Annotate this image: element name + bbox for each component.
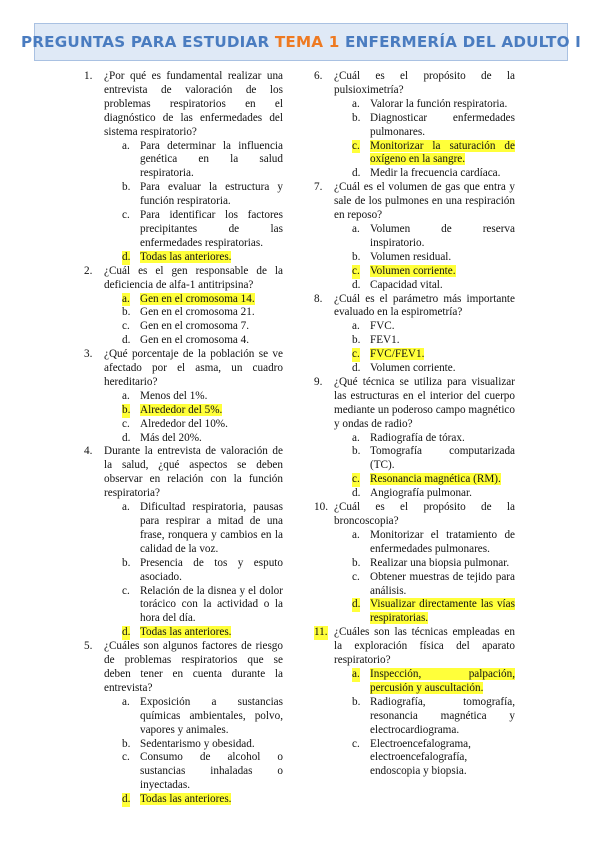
answer-option [352, 362, 515, 376]
option-text: Resonancia magnética (RM). [370, 473, 501, 486]
question-item [84, 445, 283, 640]
option-text: Radiografía, tomografía, resonancia magnética y electrocardiograma. [370, 695, 515, 736]
option-letter: b. [122, 737, 131, 750]
option-letter: c. [122, 751, 130, 764]
answer-options [334, 529, 515, 626]
answer-options [334, 320, 515, 376]
option-text: Alrededor del 5%. [140, 403, 223, 416]
option-letter: d. [122, 626, 131, 639]
option-text: Sedentarismo y obesidad. [140, 737, 255, 750]
option-text: Dificultad respiratoria, pausas para respirar a mitad de una frase, ronquera y cambios en la calidad de la voz. [140, 501, 283, 555]
question-number: 10. [314, 501, 328, 514]
option-letter: a. [352, 222, 360, 235]
option-text: Exposición a sustancias químicas ambientales, polvo, vapores y animales. [140, 695, 283, 736]
option-letter: a. [122, 695, 130, 708]
answer-options [104, 140, 283, 265]
option-letter: c. [122, 320, 130, 333]
answer-option [122, 432, 283, 446]
option-letter: b. [352, 695, 361, 708]
question-text: ¿Qué técnica se utiliza para visualizar las estructuras en el interior del cuerpo mediante un poderoso campo magnético y ondas de radio? [334, 375, 515, 430]
question-number: 5. [84, 640, 93, 653]
question-item [314, 376, 515, 501]
option-letter: d. [352, 278, 361, 291]
option-letter: a. [352, 97, 360, 110]
option-text: Consumo de alcohol o sustancias inhaladas o inyectadas. [140, 751, 283, 792]
option-text: Gen en el cromosoma 7. [140, 320, 250, 333]
answer-option [352, 432, 515, 446]
option-letter: c. [352, 737, 360, 750]
answer-option [352, 167, 515, 181]
option-text: Valorar la función respiratoria. [370, 97, 508, 110]
answer-options [334, 98, 515, 181]
question-number: 8. [314, 292, 323, 305]
option-text: Diagnosticar enfermedades pulmonares. [370, 111, 515, 138]
option-letter: b. [122, 181, 131, 194]
option-letter: c. [122, 584, 130, 597]
question-text: Durante la entrevista de valoración de la salud, ¿qué aspectos se deben observar en relación con la función respiratoria? [104, 445, 283, 500]
title-accent: TEMA 1 [274, 33, 340, 51]
option-letter: c. [352, 264, 360, 277]
question-text: ¿Cuál es el propósito de la pulsioximetría? [334, 70, 515, 96]
option-letter: c. [122, 209, 130, 222]
option-letter: a. [122, 501, 130, 514]
option-text: Todas las anteriores. [140, 626, 232, 639]
answer-option [122, 334, 283, 348]
question-number: 3. [84, 348, 93, 361]
answer-options [104, 293, 283, 349]
answer-option [352, 223, 515, 251]
answer-option [122, 209, 283, 251]
answer-option [122, 306, 283, 320]
question-text: ¿Cuáles son las técnicas empleadas en la exploración física del aparato respiratorio? [334, 626, 515, 667]
option-letter: d. [352, 598, 361, 611]
question-item [84, 640, 283, 807]
answer-option-correct [122, 404, 283, 418]
answer-option [352, 112, 515, 140]
answer-option [122, 418, 283, 432]
option-letter: a. [352, 667, 360, 680]
question-text: ¿Cuál es el parámetro más importante evaluado en la espirometría? [334, 292, 515, 319]
option-text: Presencia de tos y esputo asociado. [140, 556, 283, 583]
answer-option [352, 529, 515, 557]
option-letter: a. [352, 528, 360, 541]
question-number: 9. [314, 375, 323, 388]
answer-option [352, 251, 515, 265]
option-letter: a. [352, 320, 360, 333]
answer-option-correct [352, 668, 515, 696]
answer-option [122, 751, 283, 793]
question-item [314, 501, 515, 626]
option-letter: d. [122, 793, 131, 806]
question-text: ¿Cuáles son algunos factores de riesgo de problemas respiratorios que se deben tener en cuenta durante la entrevista? [104, 640, 283, 694]
option-text: Electroencefalograma, electroencefalografía, endoscopia y biopsia. [370, 737, 471, 778]
answer-option [352, 320, 515, 334]
option-text: Angiografía pulmonar. [370, 487, 472, 500]
option-text: Gen en el cromosoma 21. [140, 306, 255, 319]
answer-option [352, 738, 515, 780]
option-text: Todas las anteriores. [140, 793, 232, 806]
answer-options [104, 390, 283, 446]
left-column [84, 70, 283, 807]
option-text: FEV1. [370, 334, 400, 347]
answer-option [122, 696, 283, 738]
option-text: Para identificar los factores precipitantes de las enfermedades respiratorias. [140, 209, 283, 249]
answer-options [104, 501, 283, 640]
option-letter: b. [122, 403, 131, 416]
question-item [84, 265, 283, 348]
question-text: ¿Qué porcentaje de la población se ve afectado por el asma, un cuadro hereditario? [104, 348, 283, 388]
right-column [314, 70, 515, 779]
option-letter: a. [122, 139, 130, 152]
answer-option-correct [352, 473, 515, 487]
option-letter: a. [352, 431, 360, 444]
question-number: 7. [314, 181, 323, 194]
option-text: FVC. [370, 320, 395, 333]
option-letter: c. [352, 139, 360, 152]
option-letter: a. [122, 292, 130, 305]
option-text: Volumen residual. [370, 250, 452, 263]
option-letter: d. [352, 362, 361, 375]
option-text: Tomografía computarizada (TC). [370, 445, 515, 472]
option-text: Volumen corriente. [370, 362, 456, 375]
title-banner [20, 23, 582, 61]
answer-options [334, 668, 515, 779]
option-text: Volumen corriente. [370, 264, 456, 277]
option-letter: d. [352, 167, 361, 180]
option-text: Todas las anteriores. [140, 250, 232, 263]
option-text: FVC/FEV1. [370, 348, 425, 361]
answer-option [352, 557, 515, 571]
question-number: 4. [84, 445, 93, 458]
answer-option [122, 557, 283, 585]
option-letter: b. [352, 250, 361, 263]
question-item [314, 626, 515, 779]
option-letter: c. [352, 570, 360, 583]
option-letter: b. [122, 306, 131, 319]
answer-option [352, 571, 515, 599]
option-text: Para evaluar la estructura y función respiratoria. [140, 181, 283, 208]
question-text: ¿Por qué es fundamental realizar una entrevista de valoración de los problemas respiratorios en el diagnóstico de las enfermedades del sistema respiratorio? [104, 70, 283, 138]
question-item [314, 70, 515, 181]
option-text: Medir la frecuencia cardíaca. [370, 167, 501, 180]
option-letter: b. [352, 334, 361, 347]
answer-option [352, 334, 515, 348]
option-letter: d. [122, 431, 131, 444]
option-text: Obtener muestras de tejido para análisis. [370, 570, 515, 597]
answer-option-correct [352, 598, 515, 626]
answer-options [334, 223, 515, 293]
answer-option [352, 279, 515, 293]
option-letter: c. [352, 473, 360, 486]
option-text: Realizar una biopsia pulmonar. [370, 556, 510, 569]
option-text: Para determinar la influencia genética en la salud respiratoria. [140, 139, 283, 180]
option-text: Monitorizar el tratamiento de enfermedades pulmonares. [370, 528, 515, 555]
question-number: 2. [84, 264, 93, 277]
option-text: Menos del 1%. [140, 389, 208, 402]
answer-option [352, 98, 515, 112]
option-letter: c. [352, 348, 360, 361]
option-letter: b. [122, 556, 131, 569]
option-letter: b. [352, 445, 361, 458]
option-text: Volumen de reserva inspiratorio. [370, 222, 515, 249]
question-item [84, 70, 283, 265]
question-text: ¿Cuál es el propósito de la broncoscopia? [334, 501, 515, 527]
page-title [21, 33, 581, 51]
question-item [314, 293, 515, 376]
answer-option [122, 181, 283, 209]
option-text: Monitorizar la saturación de oxígeno en la sangre. [370, 139, 515, 166]
option-text: Capacidad vital. [370, 278, 443, 291]
option-text: Alrededor del 10%. [140, 417, 228, 430]
answer-option [352, 487, 515, 501]
answer-option [352, 445, 515, 473]
option-text: Radiografía de tórax. [370, 431, 465, 444]
answer-option [122, 585, 283, 627]
option-letter: d. [122, 334, 131, 347]
question-item [314, 181, 515, 292]
option-letter: d. [352, 487, 361, 500]
option-letter: b. [352, 111, 361, 124]
answer-option [122, 320, 283, 334]
answer-option [122, 738, 283, 752]
question-number: 6. [314, 70, 323, 82]
answer-options [104, 696, 283, 807]
option-letter: b. [352, 556, 361, 569]
answer-option-correct [122, 626, 283, 640]
answer-option-correct [122, 793, 283, 807]
option-letter: d. [122, 250, 131, 263]
option-text: Gen en el cromosoma 14. [140, 292, 255, 305]
question-text: ¿Cuál es el volumen de gas que entra y sale de los pulmones en una respiración en reposo? [334, 181, 515, 222]
option-text: Más del 20%. [140, 431, 202, 444]
option-text: Relación de la disnea y el dolor torácico con la actividad o la hora del día. [140, 584, 283, 625]
title-part2: ENFERMERÍA DEL ADULTO I [339, 33, 582, 51]
option-text: Gen en el cromosoma 4. [140, 334, 250, 347]
option-text: Visualizar directamente las vías respiratorias. [370, 598, 515, 625]
question-number: 11. [314, 626, 328, 639]
answer-option-correct [122, 251, 283, 265]
question-number: 1. [84, 70, 93, 82]
title-part1: PREGUNTAS PARA ESTUDIAR [20, 33, 275, 51]
option-text: Inspección, palpación, percusión y auscultación. [370, 667, 515, 694]
answer-options [334, 432, 515, 502]
question-text: ¿Cuál es el gen responsable de la deficiencia de alfa-1 antitripsina? [104, 264, 283, 291]
answer-option [122, 140, 283, 182]
option-letter: c. [122, 417, 130, 430]
question-item [84, 348, 283, 445]
answer-option [122, 501, 283, 557]
answer-option [122, 390, 283, 404]
answer-option-correct [352, 348, 515, 362]
answer-option [352, 696, 515, 738]
answer-option-correct [352, 140, 515, 168]
answer-option-correct [352, 265, 515, 279]
answer-option-correct [122, 293, 283, 307]
option-letter: a. [122, 389, 130, 402]
